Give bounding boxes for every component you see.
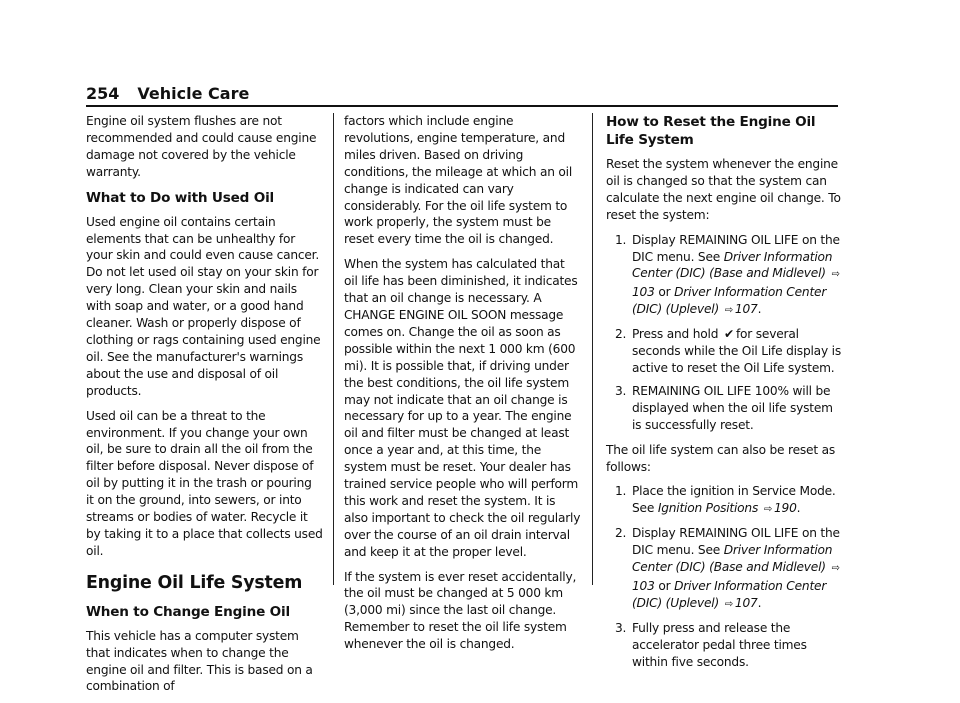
header-divider <box>86 105 838 107</box>
paragraph-alternate-reset: The oil life system can also be reset as follows: <box>606 442 835 474</box>
column-divider-2 <box>592 113 593 585</box>
page-arrow-icon: ⇨ <box>831 269 840 281</box>
xref-page[interactable]: 103 <box>632 578 655 593</box>
xref-dic-uplevel[interactable]: Driver Information Center (DIC) (Uplevel) <box>632 578 827 610</box>
xref-dic-base[interactable]: Driver Information Center (DIC) (Base and Midlevel) <box>632 543 833 575</box>
paragraph-reset-intro: Reset the system whenever the engine oil is changed so that the system can calculate the next engine oil change. To reset the system: <box>606 157 841 222</box>
paragraph-used-oil-health: Used engine oil contains certain elements that can be unhealthy for your skin and could even cause cancer. Do not let used oil stay on your skin for very long. Clean your skin and nails with soap and water, or a good hand cleaner. Wash or properly dispose of clothing or rags containing used engine oil. See the manufacturer's warnings about the use and disposal of oil products. <box>86 214 321 398</box>
list-item: 2. Display REMAINING OIL LIFE on the DIC menu. See Driver Information Center (DIC) (Base and Midlevel) ⇨103 or Driver Information Center (DIC) (Uplevel) ⇨ 107. <box>606 525 843 614</box>
column-3 <box>606 113 843 678</box>
list-item: 1. Place the ignition in Service Mode. See Ignition Positions ⇨ 190. <box>606 483 843 519</box>
list-item: 1. Display REMAINING OIL LIFE on the DIC menu. See Driver Information Center (DIC) (Base and Midlevel) ⇨103 or Driver Information Center (DIC) (Uplevel) ⇨ 107. <box>606 232 843 321</box>
page-number: 254 <box>86 84 120 103</box>
list-item: 2. Press and hold ✔ for several seconds while the Oil Life display is active to reset the Oil Life system. <box>615 327 841 375</box>
xref-page[interactable]: 190 <box>774 501 797 516</box>
xref-page[interactable]: 103 <box>632 285 655 300</box>
page-arrow-icon: ⇨ <box>831 563 840 575</box>
xref-page[interactable]: 107 <box>734 302 758 317</box>
page-arrow-icon: ⇨ <box>724 305 733 317</box>
list-item: 3. REMAINING OIL LIFE 100% will be displayed when the oil life system is successfully reset. <box>615 383 833 432</box>
column-1 <box>86 113 323 703</box>
xref-dic-base[interactable]: Driver Information Center (DIC) (Base and Midlevel) <box>632 249 833 281</box>
xref-page[interactable]: 107 <box>734 595 758 610</box>
alternate-reset-steps-list <box>606 483 843 670</box>
xref-ignition-positions[interactable]: Ignition Positions <box>657 501 759 516</box>
xref-dic-uplevel[interactable]: Driver Information Center (DIC) (Uplevel) <box>632 285 827 317</box>
heading-how-to-reset: How to Reset the Engine Oil Life System <box>606 114 816 148</box>
paragraph-reset-accidentally: If the system is ever reset accidentally, the oil must be changed at 5 000 km (3,000 mi) since the last oil change. Remember to reset the oil life system whenever the oil is changed. <box>344 569 577 652</box>
page-arrow-icon: ⇨ <box>763 504 772 516</box>
paragraph-oil-life-calculated: When the system has calculated that oil life has been diminished, it indicates that an oil change is necessary. A CHANGE ENGINE OIL SOON message comes on. Change the oil as soon as possible within the next 1 000 km (600 mi). It is possible that, if driving under the best conditions, the oil life system may not indicate that an oil change is necessary for up to a year. The engine oil and filter must be changed at least once a year and, at this time, the system must be reset. Your dealer has trained service people who will perform this work and reset the system. It is also important to check the oil regularly over the course of an oil drain interval and keep it at the proper level. <box>344 257 581 559</box>
checkmark-icon: ✔ <box>723 327 734 342</box>
paragraph-factors: factors which include engine revolutions, engine temperature, and miles driven. Based on driving conditions, the mileage at which an oil change is indicated can vary considerably. For the oil life system to work properly, the system must be reset every time the oil is changed. <box>344 114 573 247</box>
column-2 <box>344 113 581 661</box>
list-item: 3. Fully press and release the accelerator pedal three times within five seconds. <box>615 620 807 669</box>
heading-oil-life-system: Engine Oil Life System <box>86 572 303 593</box>
page-header <box>86 84 838 103</box>
column-divider-1 <box>333 113 334 585</box>
reset-steps-list <box>606 232 843 434</box>
paragraph-used-oil-environment: Used oil can be a threat to the environment. If you change your own oil, be sure to drain all the oil from the filter before disposal. Never dispose of oil by putting it in the trash or pouring it on the ground, into sewers, or into streams or bodies of water. Recycle it by taking it to a place that collects used oil. <box>86 408 323 558</box>
heading-used-oil: What to Do with Used Oil <box>86 189 275 206</box>
paragraph-oil-flush: Engine oil system flushes are not recommended and could cause engine damage not covered by the vehicle warranty. <box>86 114 317 179</box>
page-section-title: Vehicle Care <box>137 84 250 103</box>
page-arrow-icon: ⇨ <box>724 598 733 610</box>
paragraph-when-to-change: This vehicle has a computer system that indicates when to change the engine oil and filter. This is based on a combination of <box>86 628 313 694</box>
heading-when-to-change: When to Change Engine Oil <box>86 603 290 620</box>
